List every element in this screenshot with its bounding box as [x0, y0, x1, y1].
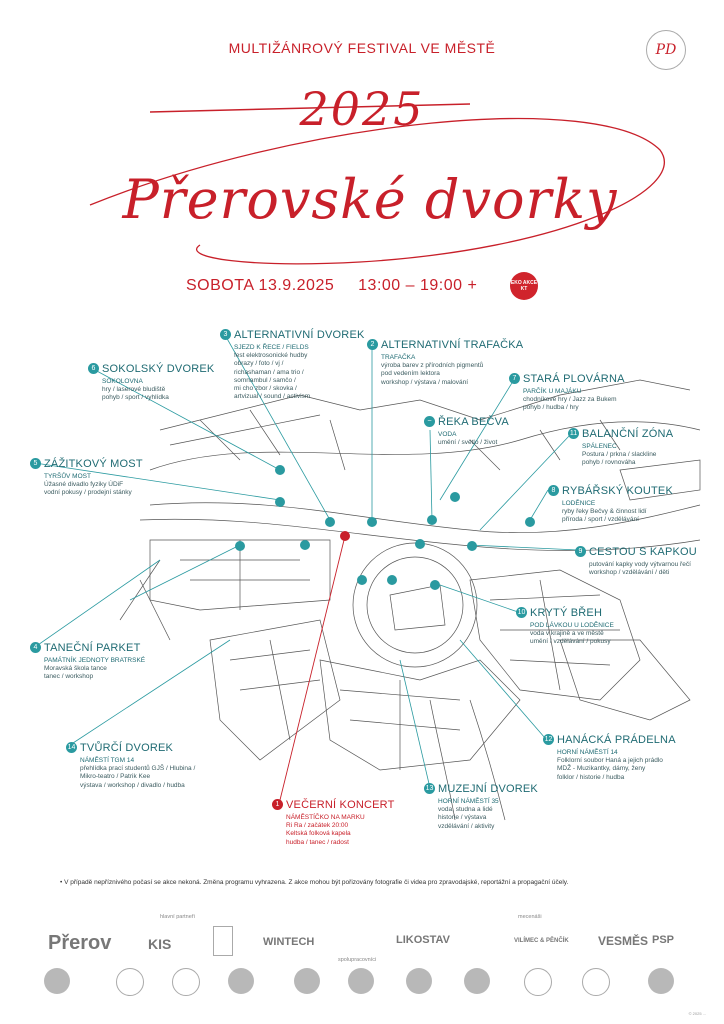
- cooperator-logo-4-icon: [228, 968, 254, 994]
- venue-12: 12 HANÁCKÁ PRÁDELNA HORNÍ NÁMĚSTÍ 14 Folklorní soubor Haná a jejich prádlo MDŽ - Muzikantky, dámy, ženy folklor / historie / hudba: [544, 733, 676, 781]
- logo-likostav: LIKOSTAV: [396, 934, 450, 946]
- festival-title: Přerovské dvorky: [122, 168, 618, 231]
- footer-note: • V případě nepříznivého počasí se akce nekoná. Změna programu vyhrazena. Z akce mohou být pořizovány fotografie či videa pro zpravodajské, reportážní a propagační účely.: [60, 879, 569, 886]
- logo-vilimec: VILÍMEC & PĚNČÍK: [514, 938, 569, 944]
- festival-year: 2025: [299, 82, 425, 136]
- venue-10: 10 KRYTÝ BŘEH POD LÁVKOU U LODĚNICE voda v krajině a ve městě umění / vzdělávání / pokusy: [517, 606, 614, 646]
- eko-badge: EKO AKCE KT: [510, 272, 538, 300]
- copyright: © 2025 ...: [688, 1011, 706, 1016]
- cooperator-logo-7-icon: [406, 968, 432, 994]
- concert-dot: [340, 531, 350, 541]
- cooperator-logo-6-icon: [348, 968, 374, 994]
- venue-11: 11 BALANČNÍ ZÓNA SPÁLENEC Postura / prkna / slackline pohyb / rovnováha: [569, 427, 674, 467]
- event-time: 13:00 – 19:00 +: [358, 277, 478, 294]
- cooperator-logo-2-icon: [116, 968, 144, 996]
- cooperator-logo-9-icon: [524, 968, 552, 996]
- venue-river: ~ ŘEKA BEČVA VODA umění / světlo / život: [424, 413, 509, 447]
- venue-9: 9 CESTOU S KAPKOU putování kapky vody výtvarnou řečí workshop / vzdělávání / děti: [575, 543, 697, 578]
- cooperator-logo-1-icon: [44, 968, 70, 994]
- logo-vesmes: VESMĚS: [598, 934, 649, 948]
- venue-14: 14 TVŮRČÍ DVOREK NÁMĚSTÍ TGM 14 přehlídka prací studentů GJŠ / Hlubina / Mikro-teatro / Patrik Kee výstava / workshop / divadlo / hudba: [67, 741, 196, 789]
- venue-7: 7 STARÁ PLOVÁRNA PARČÍK U MAJÁKU chodníkové hry / Jazz za Bukem pohyb / hudba / hry: [509, 370, 625, 413]
- concert-line: [280, 536, 345, 800]
- venue-6: 6 SOKOLSKÝ DVOREK SOKOLOVNA hry / laserové bludiště pohyb / sport / vyhlídka: [88, 360, 214, 403]
- venue-dots: [235, 465, 535, 590]
- festival-tagline: MULTIŽÁNROVÝ FESTIVAL VE MĚSTĚ: [228, 40, 496, 56]
- venue-3: 3 ALTERNATIVNÍ DVOREK SJEZD K ŘECE / FIELDS fest elektrosonické hudby obrazy / foto / vj / richashaman / ama trio / somnambul / samčo / mi cho zbor / skovka / artvizual / sound / activism: [220, 326, 365, 402]
- cooperator-logo-10-icon: [582, 968, 610, 996]
- cooperator-logo-8-icon: [464, 968, 490, 994]
- venue-5: 5 ZÁŽITKOVÝ MOST TYRŠŮV MOST Úžasné divadlo fyziky ÚDiF vodní pokusy / prodejní stánky: [30, 455, 143, 498]
- logo-wintech: WINTECH: [263, 936, 315, 948]
- logo-kis: KIS: [148, 936, 172, 952]
- cooperator-logo-11-icon: [648, 968, 674, 994]
- leader-lines: [35, 335, 578, 788]
- venue-4: 4 TANEČNÍ PARKET PAMÁTNÍK JEDNOTY BRATRSKÉ Moravská škola tance tanec / workshop: [30, 639, 145, 682]
- logo-psp: PSP: [652, 934, 675, 946]
- patrons-label: mecenáši: [518, 914, 542, 920]
- cooperators-label: spolupracovníci: [338, 957, 377, 963]
- cooperator-logo-3-icon: [172, 968, 200, 996]
- cooperator-logo-5-icon: [294, 968, 320, 994]
- venue-8: 8 RYBÁŘSKÝ KOUTEK LODĚNICE ryby řeky Bečvy & činnost lidí příroda / sport / vzdělávání: [548, 482, 673, 525]
- venue-1-evening-concert: 1 VEČERNÍ KONCERT NÁMĚSTÍČKO NA MARKU Ri Ra / začátek 20:00 Keltská folková kapela hudba / tanec / radost: [272, 796, 395, 847]
- venue-13: 13 MUZEJNÍ DVOREK HORNÍ NÁMĚSTÍ 35 voda, studna a lidé historie / výstava vzdělávání / aktivity: [425, 782, 538, 830]
- event-date: SOBOTA 13.9.2025: [186, 277, 335, 294]
- venue-2: 2 ALTERNATIVNÍ TRAFAČKA TRAFAČKA výroba barev z přírodních pigmentů pod vedením lektora workshop / výstava / malování: [367, 336, 523, 387]
- main-partners-label: hlavní partneři: [160, 914, 195, 920]
- festival-stamp-logo: PD: [646, 30, 686, 70]
- logo-prerov: Přerov: [48, 932, 112, 954]
- logo-crest-icon: [213, 926, 233, 956]
